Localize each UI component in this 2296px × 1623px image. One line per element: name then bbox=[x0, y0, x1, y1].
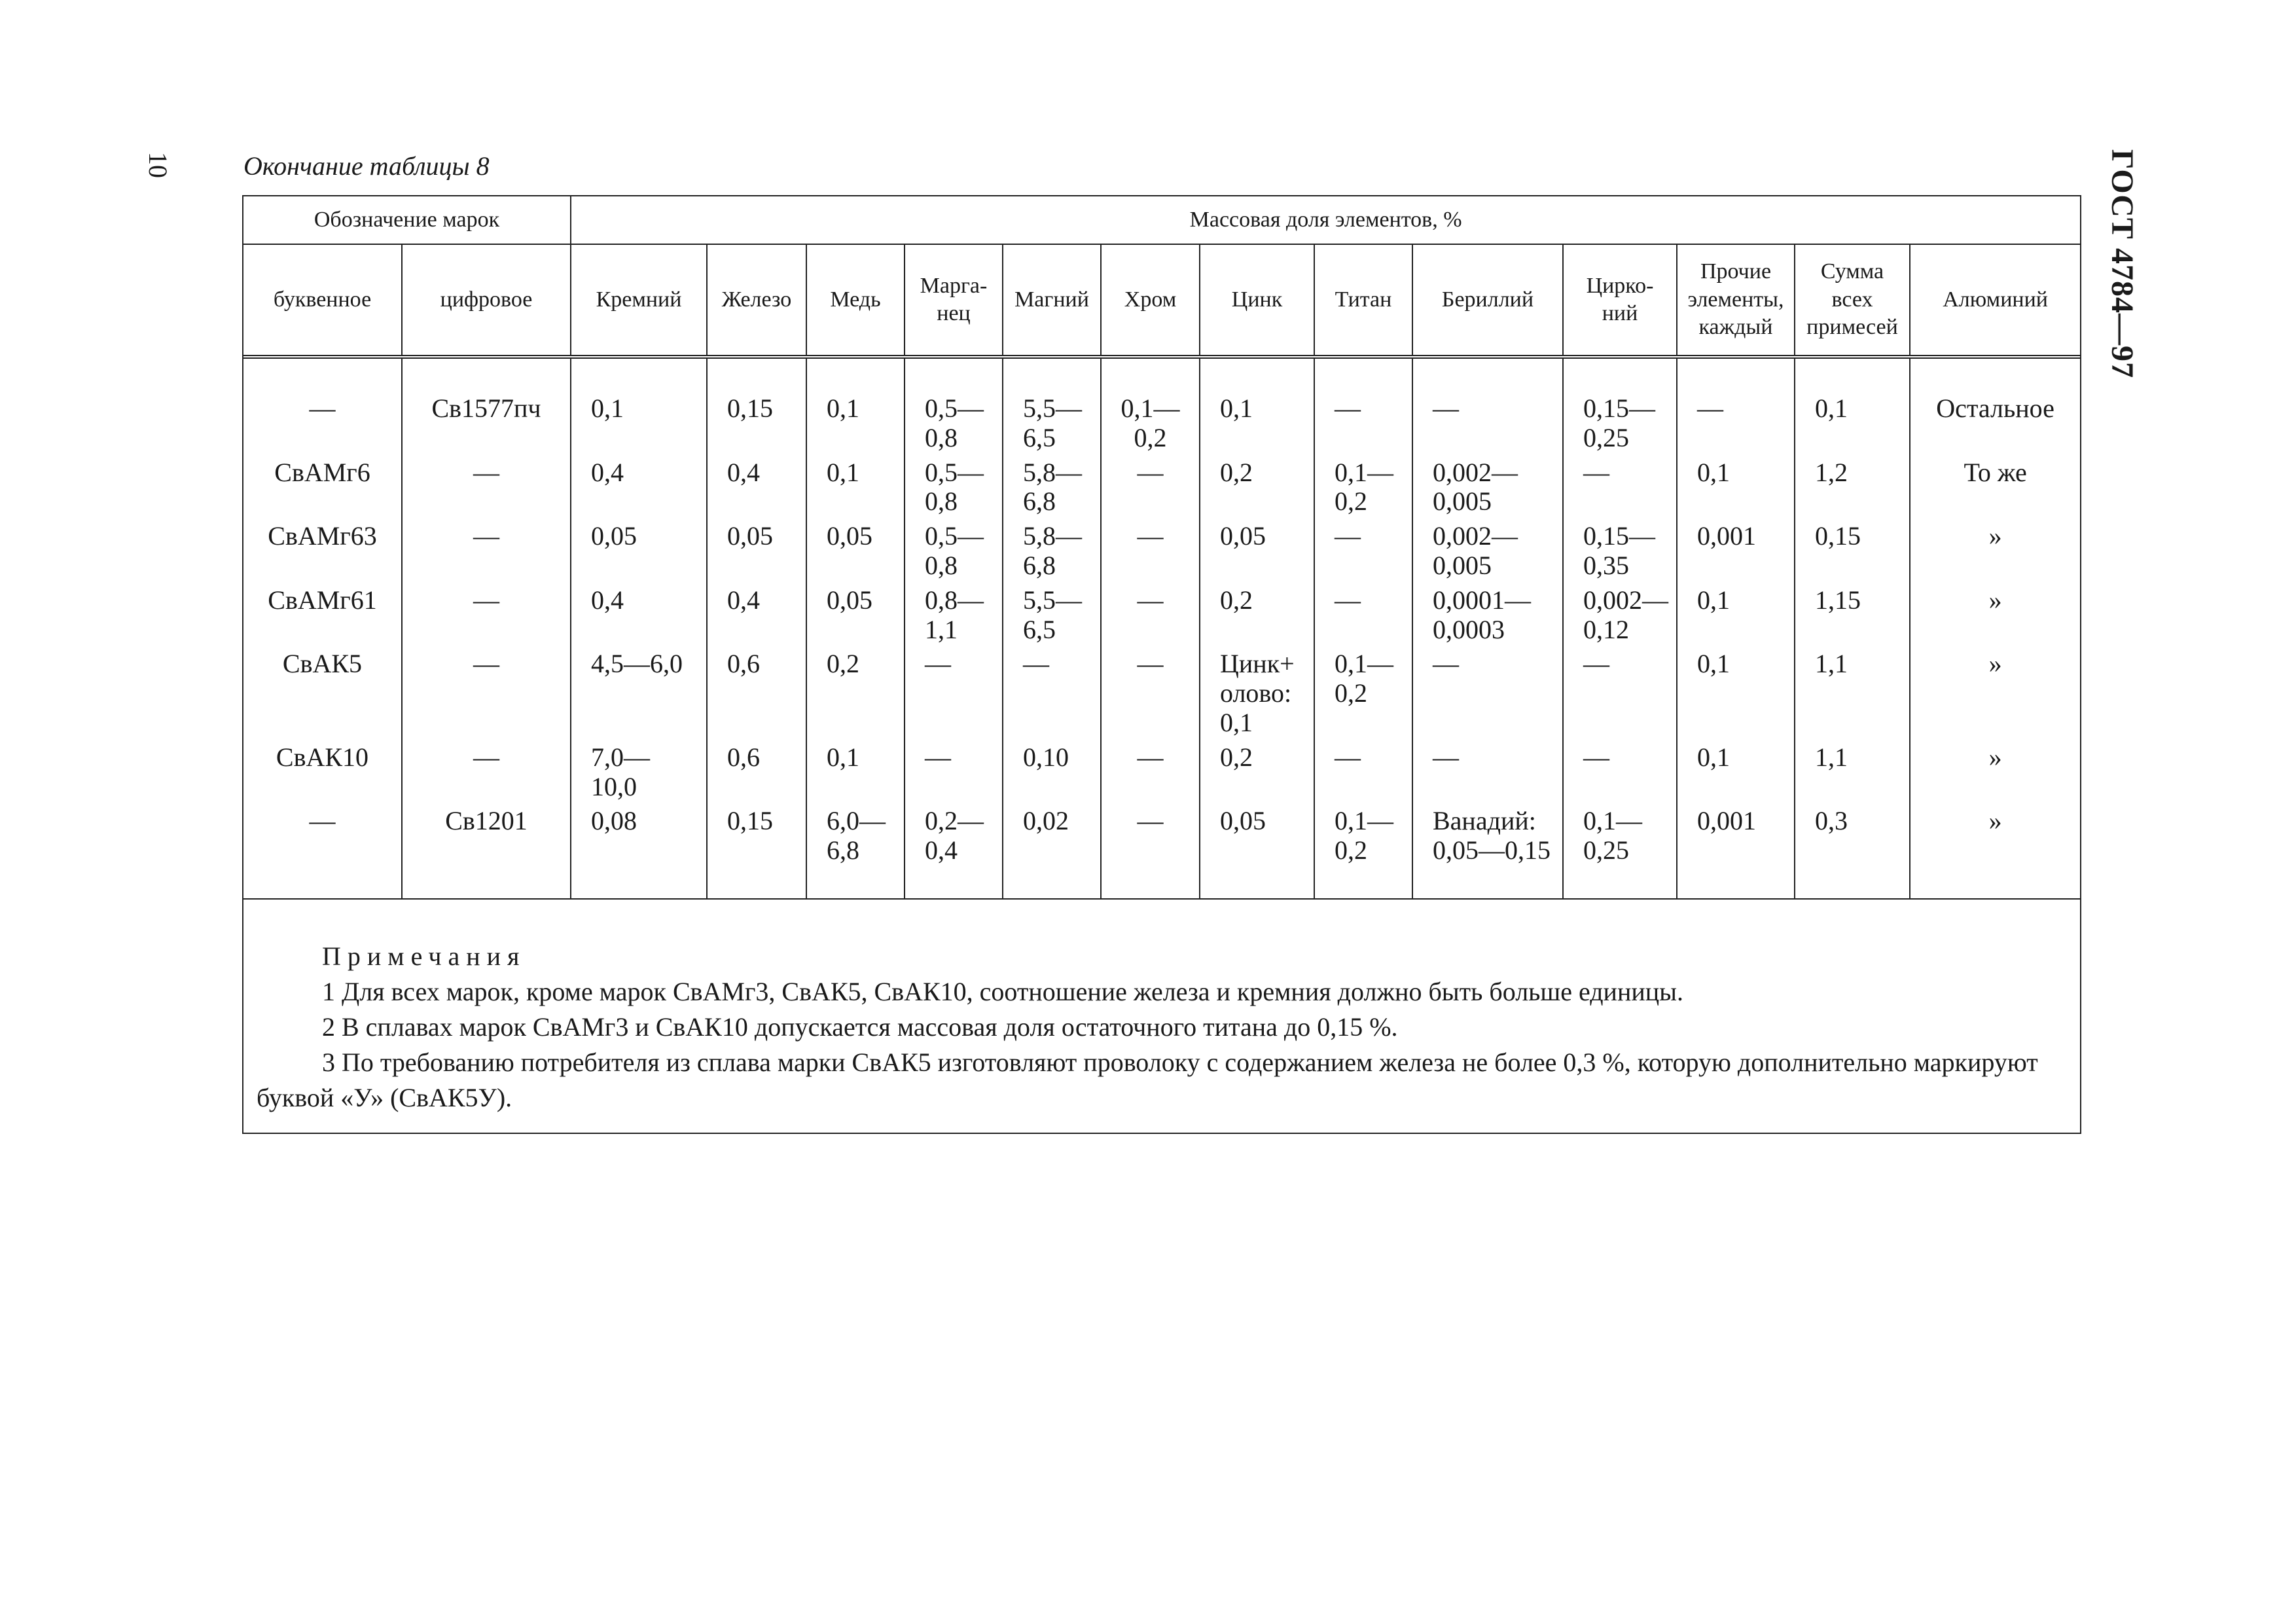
table-cell: — bbox=[905, 743, 1003, 807]
table-spacer-cell bbox=[1003, 357, 1101, 394]
table-cell: 0,1 bbox=[1795, 394, 1910, 458]
table-cell: То же bbox=[1910, 458, 2080, 522]
table-cell: 4,5—6,0 bbox=[571, 649, 707, 742]
note-item: 3 По требованию потребителя из сплава марки СвАК5 изготовляют проволоку с содержанием железа не более 0,3 %, которую дополнительно маркируют буквой «У» (СвАК5У). bbox=[257, 1047, 2038, 1112]
table-cell: 0,02 bbox=[1003, 807, 1101, 871]
table-spacer-cell bbox=[1200, 357, 1314, 394]
table-cell: 0,1— 0,2 bbox=[1314, 649, 1412, 742]
table-spacer-cell bbox=[1910, 357, 2080, 394]
table-cell: 1,1 bbox=[1795, 649, 1910, 742]
table-cell: — bbox=[1563, 649, 1677, 742]
table-spacer-cell bbox=[707, 871, 806, 898]
grades-group-header: Обозначение марок bbox=[243, 196, 571, 244]
column-header: Цинк bbox=[1200, 244, 1314, 357]
table-cell: — bbox=[1101, 586, 1200, 650]
table-cell: 0,1— 0,2 bbox=[1101, 394, 1200, 458]
table-cell: 1,15 bbox=[1795, 586, 1910, 650]
table-body bbox=[243, 357, 2080, 898]
table-spacer-cell bbox=[707, 357, 806, 394]
table-row bbox=[243, 743, 2080, 807]
table-cell: 0,4 bbox=[571, 458, 707, 522]
table-spacer-cell bbox=[1200, 871, 1314, 898]
notes-title: Примечания bbox=[322, 941, 526, 971]
table-cell: 0,05 bbox=[1200, 807, 1314, 871]
table-cell: 0,001 bbox=[1677, 807, 1795, 871]
table-spacer-cell bbox=[1412, 871, 1563, 898]
column-header: цифровое bbox=[402, 244, 571, 357]
table-cell: 0,6 bbox=[707, 743, 806, 807]
table-cell: 0,08 bbox=[571, 807, 707, 871]
table-spacer-cell bbox=[1003, 871, 1101, 898]
table-caption: Окончание таблицы 8 bbox=[243, 151, 490, 181]
column-header: Железо bbox=[707, 244, 806, 357]
table-cell: 0,0001— 0,0003 bbox=[1412, 586, 1563, 650]
table-cell: 0,05 bbox=[707, 522, 806, 586]
table-cell: — bbox=[1412, 649, 1563, 742]
table-cell: — bbox=[1412, 394, 1563, 458]
table-cell: — bbox=[1101, 458, 1200, 522]
table-cell: 0,6 bbox=[707, 649, 806, 742]
table-spacer-row bbox=[243, 357, 2080, 394]
table-cell: 5,8— 6,8 bbox=[1003, 458, 1101, 522]
table-cell: 0,5— 0,8 bbox=[905, 522, 1003, 586]
table-cell: 0,10 bbox=[1003, 743, 1101, 807]
table-cell: — bbox=[1314, 522, 1412, 586]
table-cell: 0,2 bbox=[806, 649, 905, 742]
table-cell: СвАМг63 bbox=[268, 521, 377, 551]
table-cell: 0,15 bbox=[1795, 522, 1910, 586]
table-cell: 0,1 bbox=[1677, 586, 1795, 650]
table-cell: СвАМг6 bbox=[274, 457, 370, 487]
table-cell: 0,002— 0,005 bbox=[1412, 458, 1563, 522]
table-cell: 0,05 bbox=[1200, 522, 1314, 586]
table-cell: 0,1 bbox=[571, 394, 707, 458]
table-cell: 5,5— 6,5 bbox=[1003, 586, 1101, 650]
table-cell: 0,05 bbox=[571, 522, 707, 586]
table-spacer-cell bbox=[1314, 871, 1412, 898]
table-spacer-cell bbox=[1101, 871, 1200, 898]
table-spacer-cell bbox=[806, 871, 905, 898]
table-cell: » bbox=[1910, 649, 2080, 742]
table-cell: — bbox=[1563, 743, 1677, 807]
column-header: Бериллий bbox=[1412, 244, 1563, 357]
column-header: Алюминий bbox=[1910, 244, 2080, 357]
table-cell: 0,2 bbox=[1200, 586, 1314, 650]
table-cell: Св1577пч bbox=[402, 394, 571, 458]
column-header: Магний bbox=[1003, 244, 1101, 357]
table-cell: » bbox=[1910, 586, 2080, 650]
table-cell: 0,2 bbox=[1200, 458, 1314, 522]
table-row bbox=[243, 586, 2080, 650]
table-spacer-cell bbox=[402, 357, 571, 394]
table-cell: Ванадий: 0,05—0,15 bbox=[1412, 807, 1563, 871]
table-spacer-cell bbox=[571, 871, 707, 898]
table-cell: — bbox=[1563, 458, 1677, 522]
table-spacer-cell bbox=[243, 871, 402, 898]
table-cell: Остальное bbox=[1910, 394, 2080, 458]
table-cell: — bbox=[402, 522, 571, 586]
column-header: буквенное bbox=[243, 244, 402, 357]
page-number: 10 bbox=[143, 152, 173, 178]
table-spacer-cell bbox=[1563, 871, 1677, 898]
column-header: Марга- нец bbox=[905, 244, 1003, 357]
column-header: Хром bbox=[1101, 244, 1200, 357]
table-cell: — bbox=[1412, 743, 1563, 807]
column-header: Прочие элементы, каждый bbox=[1677, 244, 1795, 357]
table-cell: 0,4 bbox=[571, 586, 707, 650]
table-spacer-cell bbox=[402, 871, 571, 898]
table-cell: » bbox=[1910, 807, 2080, 871]
column-header: Цирко- ний bbox=[1563, 244, 1677, 357]
table-spacer-cell bbox=[1795, 871, 1910, 898]
table-cell: 1,2 bbox=[1795, 458, 1910, 522]
table-spacer-cell bbox=[806, 357, 905, 394]
table-cell: — bbox=[402, 649, 571, 742]
table-cell: 0,1— 0,2 bbox=[1314, 807, 1412, 871]
table-cell: — bbox=[309, 393, 336, 423]
table-cell: — bbox=[402, 458, 571, 522]
table-cell: 0,1 bbox=[1677, 649, 1795, 742]
table-cell: Цинк+ олово: 0,1 bbox=[1200, 649, 1314, 742]
table-cell: 0,15— 0,25 bbox=[1563, 394, 1677, 458]
table-spacer-cell bbox=[1677, 871, 1795, 898]
note-item: 2 В сплавах марок СвАМг3 и СвАК10 допускается массовая доля остаточного титана до 0,15 %. bbox=[322, 1012, 1398, 1042]
table-cell: 0,8— 1,1 bbox=[905, 586, 1003, 650]
notes-section bbox=[243, 898, 2080, 1116]
table-cell: 0,1 bbox=[806, 743, 905, 807]
table-spacer-cell bbox=[1412, 357, 1563, 394]
table-cell: 0,002— 0,12 bbox=[1563, 586, 1677, 650]
table-cell: — bbox=[309, 806, 336, 836]
table-cell: 0,15— 0,35 bbox=[1563, 522, 1677, 586]
table-cell: — bbox=[1101, 807, 1200, 871]
column-header: Сумма всех примесей bbox=[1795, 244, 1910, 357]
note-item: 1 Для всех марок, кроме марок СвАМг3, СвАК5, СвАК10, соотношение железа и кремния должно быть больше единицы. bbox=[322, 976, 1684, 1006]
table-spacer-cell bbox=[1677, 357, 1795, 394]
table-row bbox=[243, 649, 2080, 742]
table-spacer-cell bbox=[905, 871, 1003, 898]
table-spacer-row bbox=[243, 871, 2080, 898]
table-spacer-cell bbox=[905, 357, 1003, 394]
table-cell: 0,4 bbox=[707, 458, 806, 522]
table-spacer-cell bbox=[243, 357, 402, 394]
column-header: Титан bbox=[1314, 244, 1412, 357]
table-cell: 7,0— 10,0 bbox=[571, 743, 707, 807]
table-cell: 0,001 bbox=[1677, 522, 1795, 586]
table-cell: — bbox=[1101, 649, 1200, 742]
table-cell: 5,5— 6,5 bbox=[1003, 394, 1101, 458]
table-spacer-cell bbox=[1101, 357, 1200, 394]
table-cell: — bbox=[905, 649, 1003, 742]
table-cell: — bbox=[1314, 394, 1412, 458]
table-cell: 5,8— 6,8 bbox=[1003, 522, 1101, 586]
table-spacer-cell bbox=[1563, 357, 1677, 394]
composition-table bbox=[242, 195, 2081, 1134]
table-cell: 0,15 bbox=[707, 394, 806, 458]
table-cell: 0,2 bbox=[1200, 743, 1314, 807]
table-cell: СвАМг61 bbox=[268, 585, 377, 615]
table-cell: » bbox=[1910, 743, 2080, 807]
table-cell: 0,1— 0,25 bbox=[1563, 807, 1677, 871]
table-cell: — bbox=[1314, 743, 1412, 807]
table-row bbox=[243, 807, 2080, 871]
table-cell: 0,05 bbox=[806, 522, 905, 586]
table-cell: 0,002— 0,005 bbox=[1412, 522, 1563, 586]
table-cell: 0,1— 0,2 bbox=[1314, 458, 1412, 522]
mass-fraction-group-header: Массовая доля элементов, % bbox=[571, 196, 2080, 244]
table-cell: СвАК10 bbox=[276, 742, 369, 772]
table-cell: — bbox=[1314, 586, 1412, 650]
table-cell: 0,1 bbox=[1677, 458, 1795, 522]
table-cell: 0,1 bbox=[806, 458, 905, 522]
table-cell: — bbox=[1003, 649, 1101, 742]
table-cell: — bbox=[1677, 394, 1795, 458]
table-cell: 0,3 bbox=[1795, 807, 1910, 871]
composition-grid bbox=[243, 196, 2080, 898]
table-spacer-cell bbox=[1910, 871, 2080, 898]
table-cell: 0,2— 0,4 bbox=[905, 807, 1003, 871]
table-cell: 1,1 bbox=[1795, 743, 1910, 807]
table-cell: СвАК5 bbox=[282, 649, 363, 679]
table-cell: Св1201 bbox=[402, 807, 571, 871]
table-cell: 0,15 bbox=[707, 807, 806, 871]
table-cell: — bbox=[1101, 522, 1200, 586]
table-row bbox=[243, 458, 2080, 522]
table-cell: 0,5— 0,8 bbox=[905, 394, 1003, 458]
document-code: ГОСТ 4784—97 bbox=[2105, 149, 2140, 378]
table-spacer-cell bbox=[571, 357, 707, 394]
table-cell: 0,1 bbox=[1677, 743, 1795, 807]
table-cell: — bbox=[402, 743, 571, 807]
table-spacer-cell bbox=[1314, 357, 1412, 394]
table-cell: 0,1 bbox=[806, 394, 905, 458]
column-header: Медь bbox=[806, 244, 905, 357]
table-row bbox=[243, 394, 2080, 458]
table-cell: » bbox=[1910, 522, 2080, 586]
table-cell: 0,4 bbox=[707, 586, 806, 650]
table-cell: 0,05 bbox=[806, 586, 905, 650]
table-cell: — bbox=[402, 586, 571, 650]
table-row bbox=[243, 522, 2080, 586]
table-cell: — bbox=[1101, 743, 1200, 807]
table-cell: 0,1 bbox=[1200, 394, 1314, 458]
table-cell: 0,5— 0,8 bbox=[905, 458, 1003, 522]
column-header: Кремний bbox=[571, 244, 707, 357]
table-cell: 6,0— 6,8 bbox=[806, 807, 905, 871]
table-spacer-cell bbox=[1795, 357, 1910, 394]
